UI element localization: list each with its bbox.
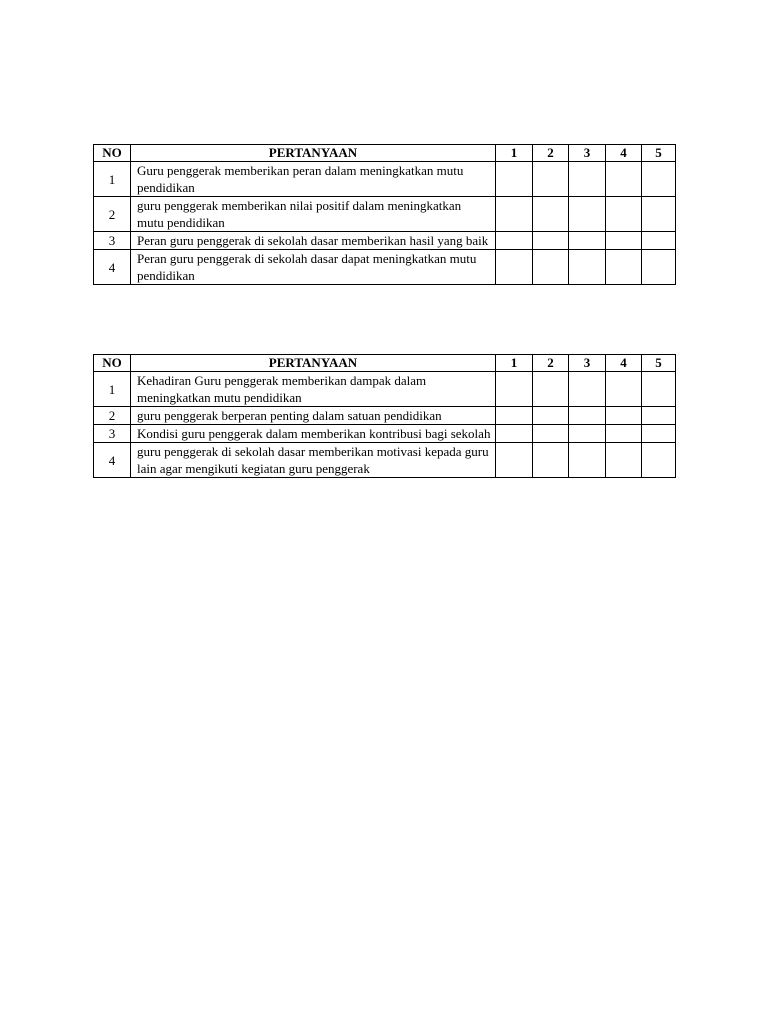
score-cell-2[interactable]: [533, 443, 569, 478]
score-cell-4[interactable]: [606, 232, 642, 250]
score-cell-4[interactable]: [606, 425, 642, 443]
score-cell-4[interactable]: [606, 443, 642, 478]
score-cell-3[interactable]: [569, 372, 606, 407]
question-text: Peran guru penggerak di sekolah dasar memberikan hasil yang baik: [131, 232, 496, 250]
score-cell-1[interactable]: [496, 250, 533, 285]
score-cell-2[interactable]: [533, 197, 569, 232]
question-text: Kehadiran Guru penggerak memberikan dampak dalam meningkatkan mutu pendidikan: [131, 372, 496, 407]
score-cell-5[interactable]: [642, 407, 676, 425]
header-question: PERTANYAAN: [131, 145, 496, 162]
score-cell-2[interactable]: [533, 372, 569, 407]
header-row: [94, 145, 676, 162]
row-number: 1: [94, 162, 131, 197]
header-score-3: 3: [569, 145, 606, 162]
header-score-2: 2: [533, 355, 569, 372]
score-cell-3[interactable]: [569, 162, 606, 197]
score-cell-5[interactable]: [642, 250, 676, 285]
header-no: NO: [94, 355, 131, 372]
header-score-1: 1: [496, 355, 533, 372]
score-cell-3[interactable]: [569, 197, 606, 232]
table-row: [94, 372, 676, 407]
score-cell-4[interactable]: [606, 162, 642, 197]
row-number: 3: [94, 425, 131, 443]
score-cell-3[interactable]: [569, 232, 606, 250]
score-cell-1[interactable]: [496, 232, 533, 250]
header-no: NO: [94, 145, 131, 162]
table-row: [94, 197, 676, 232]
score-cell-2[interactable]: [533, 407, 569, 425]
header-score-5: 5: [642, 355, 676, 372]
score-cell-3[interactable]: [569, 443, 606, 478]
score-cell-4[interactable]: [606, 197, 642, 232]
header-score-1: 1: [496, 145, 533, 162]
table-row: [94, 250, 676, 285]
row-number: 4: [94, 250, 131, 285]
question-text: Peran guru penggerak di sekolah dasar dapat meningkatkan mutu pendidikan: [131, 250, 496, 285]
score-cell-2[interactable]: [533, 162, 569, 197]
questionnaire-table-1: [93, 144, 676, 285]
row-number: 4: [94, 443, 131, 478]
header-question: PERTANYAAN: [131, 355, 496, 372]
score-cell-1[interactable]: [496, 162, 533, 197]
score-cell-5[interactable]: [642, 372, 676, 407]
questionnaire-table-2: [93, 354, 676, 478]
header-score-4: 4: [606, 355, 642, 372]
header-score-3: 3: [569, 355, 606, 372]
question-text: guru penggerak memberikan nilai positif dalam meningkatkan mutu pendidikan: [131, 197, 496, 232]
header-score-2: 2: [533, 145, 569, 162]
score-cell-5[interactable]: [642, 232, 676, 250]
score-cell-5[interactable]: [642, 425, 676, 443]
score-cell-1[interactable]: [496, 372, 533, 407]
question-text: guru penggerak di sekolah dasar memberikan motivasi kepada guru lain agar mengikuti kegiatan guru penggerak: [131, 443, 496, 478]
score-cell-5[interactable]: [642, 162, 676, 197]
score-cell-4[interactable]: [606, 372, 642, 407]
score-cell-5[interactable]: [642, 197, 676, 232]
question-text: Kondisi guru penggerak dalam memberikan kontribusi bagi sekolah: [131, 425, 496, 443]
row-number: 1: [94, 372, 131, 407]
score-cell-3[interactable]: [569, 250, 606, 285]
score-cell-1[interactable]: [496, 425, 533, 443]
row-number: 2: [94, 407, 131, 425]
score-cell-4[interactable]: [606, 407, 642, 425]
score-cell-3[interactable]: [569, 407, 606, 425]
header-row: [94, 355, 676, 372]
table-row: [94, 407, 676, 425]
score-cell-1[interactable]: [496, 443, 533, 478]
score-cell-2[interactable]: [533, 232, 569, 250]
score-cell-1[interactable]: [496, 407, 533, 425]
score-cell-5[interactable]: [642, 443, 676, 478]
table-row: [94, 443, 676, 478]
header-score-4: 4: [606, 145, 642, 162]
question-text: guru penggerak berperan penting dalam satuan pendidikan: [131, 407, 496, 425]
table-row: [94, 425, 676, 443]
table-row: [94, 232, 676, 250]
table-row: [94, 162, 676, 197]
score-cell-2[interactable]: [533, 250, 569, 285]
score-cell-1[interactable]: [496, 197, 533, 232]
row-number: 2: [94, 197, 131, 232]
question-text: Guru penggerak memberikan peran dalam meningkatkan mutu pendidikan: [131, 162, 496, 197]
score-cell-4[interactable]: [606, 250, 642, 285]
header-score-5: 5: [642, 145, 676, 162]
row-number: 3: [94, 232, 131, 250]
score-cell-3[interactable]: [569, 425, 606, 443]
score-cell-2[interactable]: [533, 425, 569, 443]
